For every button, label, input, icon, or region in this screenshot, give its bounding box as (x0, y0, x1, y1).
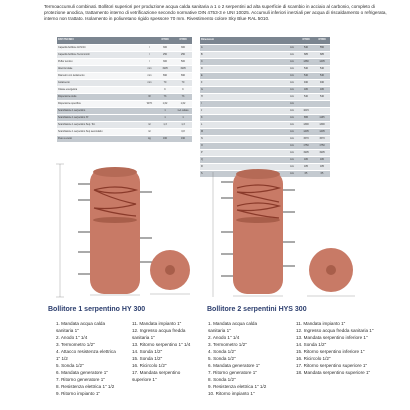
cell-value: mm (286, 143, 298, 150)
cell-value: 1+1 solare (174, 108, 192, 115)
table-row (57, 87, 192, 94)
cell-value: 180 (298, 157, 314, 164)
row-label: Scambiatore 1 serpentino Sup secondario (57, 129, 143, 136)
cell-value: 1750 (314, 143, 330, 150)
cell-value: 1380 (298, 59, 314, 66)
tank-body (90, 167, 140, 294)
row-label: J (200, 108, 286, 115)
cell-value: mm (286, 157, 298, 164)
row-label: M (200, 129, 286, 136)
cell-value: 540 (314, 73, 330, 80)
cell-value: 180 (298, 87, 314, 94)
legend-item: sanitaria 1" (56, 328, 79, 333)
intro-text: Termoaccumuli combinati. Bollitori superiori per produzione acqua calda sanitaria a 1 o 2 serpentini ad alta superficie di scambio in acciaio al carbonio, completo di protezione anodica, trattamento interno di vetrificazione secondo normative DIN 4753-3 e UNI 10025. Accumuli inferiori inerziali per acqua di riscaldamento o refrigerata, interno non trattato. Isolamento in poliuretano rigido spessore 70 mm. Rivestimento colore Sky Blue RAL 5010. (44, 4, 387, 21)
row-label: Scambiatore 1 serpentino Sup. Tot. (57, 122, 143, 129)
row-label: Q (200, 157, 286, 164)
legend-item: 9. Resistenza elettrica 1" 1/2 (208, 384, 267, 389)
cell-value: 1390 (298, 122, 314, 129)
column-header (286, 37, 298, 45)
cell-value: 1390 (314, 122, 330, 129)
tech-table-body (57, 45, 192, 143)
row-label: Dispersione specifica (57, 101, 143, 108)
cell-value: 185 (298, 164, 314, 171)
cell-value: 550 (314, 45, 330, 52)
table-row (200, 94, 330, 101)
cell-value: mm (286, 87, 298, 94)
row-label: Altezza totale (57, 66, 143, 73)
table-row (200, 108, 330, 115)
legend-left-col1 (56, 320, 116, 397)
legend-item: 7. Ritorno generatore 1" (56, 377, 105, 382)
cell-value: mm (286, 45, 298, 52)
boiler-1-coil-diagram (30, 162, 200, 302)
table-row (200, 80, 330, 87)
cell-value: 540 (314, 66, 330, 73)
cell-value: kg (143, 136, 156, 143)
cell-value: 70 (156, 80, 174, 87)
cell-value: C (174, 87, 192, 94)
legend-item: 4. Sonda 1/2" (208, 349, 236, 354)
cell-value: 65 (314, 171, 330, 178)
legend-left (56, 320, 206, 408)
legend-item: sanitaria 1" (208, 328, 231, 333)
cell-value: 180 (314, 157, 330, 164)
cell-value (298, 101, 314, 108)
table-row (57, 129, 192, 136)
row-label: F (200, 80, 286, 87)
row-label: Isolamento (57, 80, 143, 87)
cell-value (156, 129, 174, 136)
cell-value: m² (143, 122, 156, 129)
table-row (57, 45, 192, 52)
legend-item: 11. Mandata impianto 1" (296, 321, 346, 326)
cell-value: mm (286, 52, 298, 59)
cell-value: mm (286, 94, 298, 101)
cell-value: 540 (298, 73, 314, 80)
legend-item: 9. Ritorno impianto 1" (56, 391, 101, 396)
cell-value: mm (286, 66, 298, 73)
cell-value: 1570 (298, 136, 314, 143)
cell-value: mm (286, 136, 298, 143)
technical-data-table (57, 37, 192, 143)
legend-item: 7. Ritorno generatore 1" (208, 370, 257, 375)
cell-value: 1905 (298, 150, 314, 157)
cell-value: mm (286, 171, 298, 178)
legend-item: 10. Ritorno impianto 1" (208, 391, 255, 396)
cell-value: 300 (156, 59, 174, 66)
cell-value: 300 (156, 45, 174, 52)
cell-value: mm (286, 129, 298, 136)
cell-value: 190 (174, 136, 192, 143)
cell-value: mm (286, 108, 298, 115)
legend-item: 18. Mandata serpentino superiore 1" (296, 370, 371, 375)
cell-value: 250 (156, 52, 174, 59)
table-row (200, 122, 330, 129)
row-label: H (200, 94, 286, 101)
table-row (200, 150, 330, 157)
cell-value: mm (286, 80, 298, 87)
column-header: DATI TECNICI (57, 37, 143, 45)
row-label: Scambiatore 1 serpentino Nº (57, 115, 143, 122)
table-row (57, 122, 192, 129)
table-row (200, 66, 330, 73)
legend-left-col2 (132, 320, 190, 383)
cell-value: mm (143, 80, 156, 87)
cell-value: 1 (156, 108, 174, 115)
column-header (143, 37, 156, 45)
table-row (200, 73, 330, 80)
row-label: B (200, 52, 286, 59)
side-view (150, 250, 190, 290)
cell-value: 540 (314, 94, 330, 101)
legend-item: 14. Sonda 1/2" (296, 342, 327, 347)
cell-value: 940 (314, 80, 330, 87)
cell-value: 940 (298, 80, 314, 87)
table-row (200, 87, 330, 94)
table-row (57, 136, 192, 143)
cell-value: 540 (298, 45, 314, 52)
cell-value: l (143, 52, 156, 59)
cell-value: 1 (156, 115, 174, 122)
row-label: Puffer tecnico (57, 59, 143, 66)
legend-item: 1. Mandata acqua calda (56, 321, 106, 326)
column-header: OT600 (156, 37, 174, 45)
row-label: G (200, 87, 286, 94)
cell-value: 73 (174, 94, 192, 101)
row-label: Capacità bollitore Tecnico/Litri (57, 52, 143, 59)
row-label: Peso a vuoto (57, 136, 143, 143)
legend-right (208, 320, 398, 408)
dimensions-table (200, 37, 330, 178)
cell-value: l (143, 45, 156, 52)
cell-value (143, 108, 156, 115)
cell-value: 1,3 (174, 122, 192, 129)
cell-value: 540 (298, 94, 314, 101)
table-row (57, 108, 192, 115)
cell-value: mm (286, 150, 298, 157)
row-label: R (200, 164, 286, 171)
legend-item: 5. Sonda 1/2" (208, 356, 236, 361)
row-label: P (200, 150, 286, 157)
cell-value: 1,62 (156, 101, 174, 108)
tank-body (233, 169, 283, 294)
column-header: OT800 (174, 37, 192, 45)
cell-value: W (143, 94, 156, 101)
legend-item: superiore 1" (132, 377, 157, 382)
dim-table-body (200, 45, 330, 178)
cell-value: mm (286, 73, 298, 80)
table-row (57, 59, 192, 66)
legend-item: 2. Anodo 1" 1/4 (56, 335, 88, 340)
row-label: Diametro con isolamento (57, 73, 143, 80)
column-header: Dimensioni (200, 37, 286, 45)
legend-item: 15. Sonda 1/2" (132, 356, 163, 361)
table-row (200, 129, 330, 136)
cell-value: mm (143, 66, 156, 73)
row-label: A (200, 45, 286, 52)
table-row (57, 101, 192, 108)
cell-value: 1750 (298, 143, 314, 150)
cell-value: m² (143, 129, 156, 136)
legend-item: 12. Ingresso acqua fredda sanitaria 1" (296, 328, 374, 333)
legend-item: 16. Ricircolo 1/2" (296, 356, 331, 361)
cell-value (314, 101, 330, 108)
table-row (57, 66, 192, 73)
dim-table-header (200, 37, 330, 45)
cell-value: 1905 (156, 66, 174, 73)
cell-value: 1405 (314, 59, 330, 66)
legend-item: 17. Ritorno serpentino superiore 1" (296, 363, 368, 368)
side-view (309, 248, 353, 292)
table-row (200, 101, 330, 108)
table-row (200, 59, 330, 66)
cell-value: 1135 (314, 115, 330, 122)
cell-value: 685 (314, 52, 330, 59)
cell-value: 685 (298, 52, 314, 59)
cell-value: 500 (174, 59, 192, 66)
legend-item: 12. Ingresso acqua fredda (132, 328, 186, 333)
cell-value: 70 (174, 80, 192, 87)
table-row (200, 136, 330, 143)
cell-value: 1905 (314, 150, 330, 157)
cell-value (314, 108, 330, 115)
dimension-lines (90, 294, 190, 295)
column-header: OT800 (314, 37, 330, 45)
boiler-2-coil-diagram (203, 162, 378, 302)
legend-right-col2 (296, 320, 373, 376)
legend-item: 8. Resistenza elettrica 1" 1/2 (56, 384, 115, 389)
legend-item: 3. Termometro 1/2" (208, 342, 247, 347)
legend-item: 11. Mandata impianto 1" (132, 321, 182, 326)
cell-value: 300 (174, 45, 192, 52)
column-header: OT600 (298, 37, 314, 45)
table-row (57, 52, 192, 59)
legend-item: 14. Sonda 1/2" (132, 349, 163, 354)
row-label: N (200, 136, 286, 143)
cell-value: mm (286, 115, 298, 122)
cell-value: mm (286, 101, 298, 108)
legend-item: sanitaria 1" (132, 335, 155, 340)
row-label: Dispersione stufe (57, 94, 143, 101)
cell-value: 690 (174, 73, 192, 80)
cell-value: 1405 (298, 129, 314, 136)
legend-item: 17. Mandata serpentino (132, 370, 181, 375)
cell-value: C (156, 87, 174, 94)
cell-value: 1905 (174, 66, 192, 73)
table-row (200, 115, 330, 122)
row-label: Classe energetica (57, 87, 143, 94)
row-label: D (200, 66, 286, 73)
cell-value: 65 (298, 171, 314, 178)
cell-value: mm (286, 122, 298, 129)
legend-item: 5. Sonda 1/2" (56, 363, 84, 368)
legend-item: 6. Mandata generatore 1" (208, 363, 260, 368)
row-label: C (200, 59, 286, 66)
cell-value: 1,3 (156, 122, 174, 129)
legend-item: 15. Ritorno serpentino inferiore 1" (296, 349, 365, 354)
legend-item: 2. Anodo 1" 1/4 (208, 335, 240, 340)
row-label: Capacità bollitore ACS litri (57, 45, 143, 52)
table-row (57, 94, 192, 101)
cell-value: 180 (314, 87, 330, 94)
row-label: E (200, 73, 286, 80)
row-label: O (200, 143, 286, 150)
cell-value: 690 (156, 73, 174, 80)
cell-value: 160 (156, 136, 174, 143)
cell-value (143, 115, 156, 122)
diagram-right-title: Bollitore 2 serpentini HYS 300 (207, 306, 307, 313)
diagram-left-title: Bollitore 1 serpentino HY 300 (48, 306, 146, 313)
legend-right-col1 (208, 320, 266, 397)
table-row (57, 115, 192, 122)
cell-value: 0,8 (174, 129, 192, 136)
table-row (57, 80, 192, 87)
cell-value: 540 (298, 66, 314, 73)
cell-value: 185 (314, 164, 330, 171)
tech-table-header (57, 37, 192, 45)
table-row (200, 143, 330, 150)
legend-item: 3. Termometro 1/2" (56, 342, 95, 347)
cell-value: 1405 (314, 129, 330, 136)
row-label: L (200, 122, 286, 129)
legend-item: 16. Ricircolo 1/2" (132, 363, 167, 368)
cell-value: mm (286, 164, 298, 171)
cell-value: 895 (298, 115, 314, 122)
cell-value: 1015 (298, 108, 314, 115)
legend-item: 4. Attacco resistenza elettrica (56, 349, 116, 354)
row-label: I (200, 101, 286, 108)
cell-value: mm (143, 73, 156, 80)
table-row (200, 45, 330, 52)
row-label: S (200, 171, 286, 178)
cell-value: 73 (156, 94, 174, 101)
legend-item: 13. Ritorno serpentino 1" 1/4 (132, 342, 191, 347)
legend-item: 8. Sonda 1/2" (208, 377, 236, 382)
legend-item: 1. Mandata acqua calda (208, 321, 258, 326)
table-row (200, 52, 330, 59)
legend-item: 1" 1/2 (56, 356, 68, 361)
cell-value: 1,62 (174, 101, 192, 108)
cell-value: 1 (174, 115, 192, 122)
cell-value (143, 87, 156, 94)
legend-item: 13. Mandata serpentino inferiore 1" (296, 335, 368, 340)
cell-value: W/°K (143, 101, 156, 108)
cell-value: 1570 (314, 136, 330, 143)
cell-value: 250 (174, 52, 192, 59)
row-label: Scambiatore 1 serpentino (57, 108, 143, 115)
legend-item: 6. Mandata generatore 1" (56, 370, 108, 375)
table-row (57, 73, 192, 80)
cell-value: l (143, 59, 156, 66)
row-label: K (200, 115, 286, 122)
cell-value: mm (286, 59, 298, 66)
